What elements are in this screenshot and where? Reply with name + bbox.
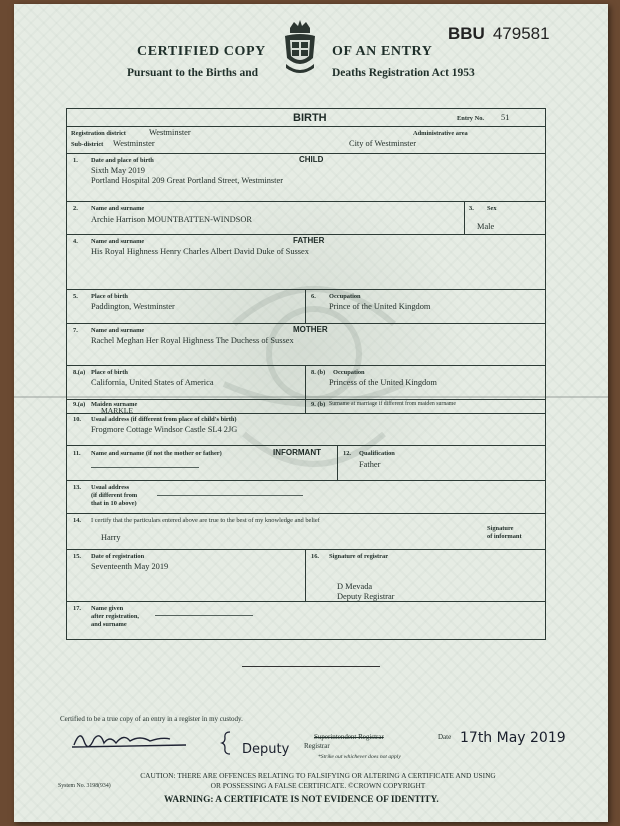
registration-date-label: Date of registration <box>91 553 145 560</box>
certify-statement: I certify that the particulars entered above are true to the best of my knowledge and belief <box>91 517 320 524</box>
registrar-signature-label: Signature of registrar <box>329 553 389 560</box>
informant-address-label-2: (if different from <box>91 492 138 499</box>
mother-birthplace-value: California, United States of America <box>91 378 214 387</box>
certificate-date-handwritten: 17th May 2019 <box>460 730 566 746</box>
field-number: 13. <box>73 484 81 491</box>
certified-copy-text: Certified to be a true copy of an entry in a register in my custody. <box>60 715 243 723</box>
father-birthplace-value: Paddington, Westminster <box>91 302 175 311</box>
signature-informant-label-2: of informant <box>487 533 522 540</box>
field-number: 15. <box>73 553 81 560</box>
superintendent-registrar-label: Superintendent Registrar <box>314 733 384 741</box>
field-number: 14. <box>73 517 81 524</box>
date-place-birth-label: Date and place of birth <box>91 157 154 164</box>
child-name-value: Archie Harrison MOUNTBATTEN-WINDSOR <box>91 215 252 224</box>
entry-no-label: Entry No. <box>457 115 484 122</box>
mother-birthplace-label: Place of birth <box>91 369 128 376</box>
admin-area-value: City of Westminster <box>349 139 417 148</box>
registrar-label: Registrar <box>304 742 330 750</box>
sub-district-value: Westminster <box>113 139 155 148</box>
header-subtitle-right: Deaths Registration Act 1953 <box>332 67 475 79</box>
field-number: 1. <box>73 157 78 164</box>
field-number: 9.(a) <box>73 401 86 408</box>
field-number: 9. (b) <box>311 401 326 408</box>
name-given-label-3: and surname <box>91 621 127 628</box>
caution-text: CAUTION: THERE ARE OFFENCES RELATING TO FALSIFYING OR ALTERING A CERTIFICATE AND USING OR POSSESSING A FALSE CERTIFICATE. ©CROWN COPYRIGHT <box>140 771 496 790</box>
informant-address-label-3: that in 10 above) <box>91 500 137 507</box>
informant-address-label-1: Usual address <box>91 484 130 491</box>
strike-out-note: *Strike out whichever does not apply <box>318 754 401 760</box>
sex-label: Sex <box>487 205 497 212</box>
registrar-signature-scribble <box>70 725 190 751</box>
informant-name-label: Name and surname (if not the mother or father) <box>91 450 222 457</box>
date-label: Date <box>438 733 452 741</box>
birth-register-table <box>66 108 546 640</box>
warning-text: WARNING: A CERTIFICATE IS NOT EVIDENCE OF IDENTITY. <box>164 795 439 805</box>
entry-no-value: 51 <box>501 113 510 122</box>
father-name-label: Name and surname <box>91 238 145 245</box>
registration-date-value: Seventeenth May 2019 <box>91 562 169 571</box>
maiden-surname-label: Maiden surname <box>91 401 138 408</box>
qualification-label: Qualification <box>359 450 395 457</box>
registrar-title-value: Deputy Registrar <box>337 592 395 601</box>
certificate-paper <box>14 4 608 822</box>
royal-crest-icon <box>280 18 320 78</box>
field-number: 6. <box>311 293 316 300</box>
field-number: 7. <box>73 327 78 334</box>
date-of-birth-value: Sixth May 2019 <box>91 166 145 175</box>
field-number: 16. <box>311 553 319 560</box>
form-title: BIRTH <box>293 112 327 124</box>
maiden-surname-value: MARKLE <box>101 406 134 415</box>
mother-section-header: MOTHER <box>293 325 328 334</box>
name-given-label-2: after registration, <box>91 613 140 620</box>
header-title-left: CERTIFIED COPY <box>137 44 266 59</box>
deputy-handwritten: Deputy <box>242 742 290 757</box>
field-number: 8. (b) <box>311 369 326 376</box>
mother-occupation-label: Occupation <box>333 369 365 376</box>
header-subtitle-left: Pursuant to the Births and <box>127 67 258 79</box>
father-name-value: His Royal Highness Henry Charles Albert David Duke of Sussex <box>91 247 309 256</box>
mother-name-label: Name and surname <box>91 327 145 334</box>
field-number: 4. <box>73 238 78 245</box>
informant-section-header: INFORMANT <box>273 448 321 457</box>
informant-signature-value: Harry <box>101 533 121 542</box>
married-surname-label: Surname at marriage if different from maiden surname <box>329 401 456 407</box>
mother-occupation-value: Princess of the United Kingdom <box>329 378 437 387</box>
reg-district-value: Westminster <box>149 128 191 137</box>
field-number: 3. <box>469 205 474 212</box>
child-name-label: Name and surname <box>91 205 145 212</box>
blank-line <box>242 666 380 667</box>
usual-address-value: Frogmore Cottage Windsor Castle SL4 2JG <box>91 425 238 434</box>
father-occupation-label: Occupation <box>329 293 361 300</box>
serial-number: BBU 479581 <box>448 24 550 43</box>
name-given-label-1: Name given <box>91 605 124 612</box>
place-of-birth-value: Portland Hospital 209 Great Portland Street, Westminster <box>91 176 283 185</box>
field-number: 12. <box>343 450 351 457</box>
reg-district-label: Registration district <box>71 130 126 137</box>
system-number: System No. 3198(934) <box>58 783 111 789</box>
sex-value: Male <box>477 222 495 231</box>
father-occupation-value: Prince of the United Kingdom <box>329 302 431 311</box>
father-birthplace-label: Place of birth <box>91 293 128 300</box>
child-section-header: CHILD <box>299 155 324 164</box>
qualification-value: Father <box>359 460 381 469</box>
father-section-header: FATHER <box>293 236 325 245</box>
registrar-name-value: D Mevada <box>337 582 373 591</box>
usual-address-label: Usual address (if different from place of child's birth) <box>91 416 237 423</box>
brace-mark <box>220 730 232 756</box>
field-number: 8.(a) <box>73 369 86 376</box>
field-number: 11. <box>73 450 81 457</box>
header-title-right: OF AN ENTRY <box>332 44 433 59</box>
field-number: 2. <box>73 205 78 212</box>
field-number: 10. <box>73 416 81 423</box>
field-number: 5. <box>73 293 78 300</box>
field-number: 17. <box>73 605 81 612</box>
admin-area-label: Administrative area <box>413 130 468 137</box>
sub-district-label: Sub-district <box>71 141 104 148</box>
mother-name-value: Rachel Meghan Her Royal Highness The Duchess of Sussex <box>91 336 294 345</box>
signature-informant-label-1: Signature <box>487 525 514 532</box>
